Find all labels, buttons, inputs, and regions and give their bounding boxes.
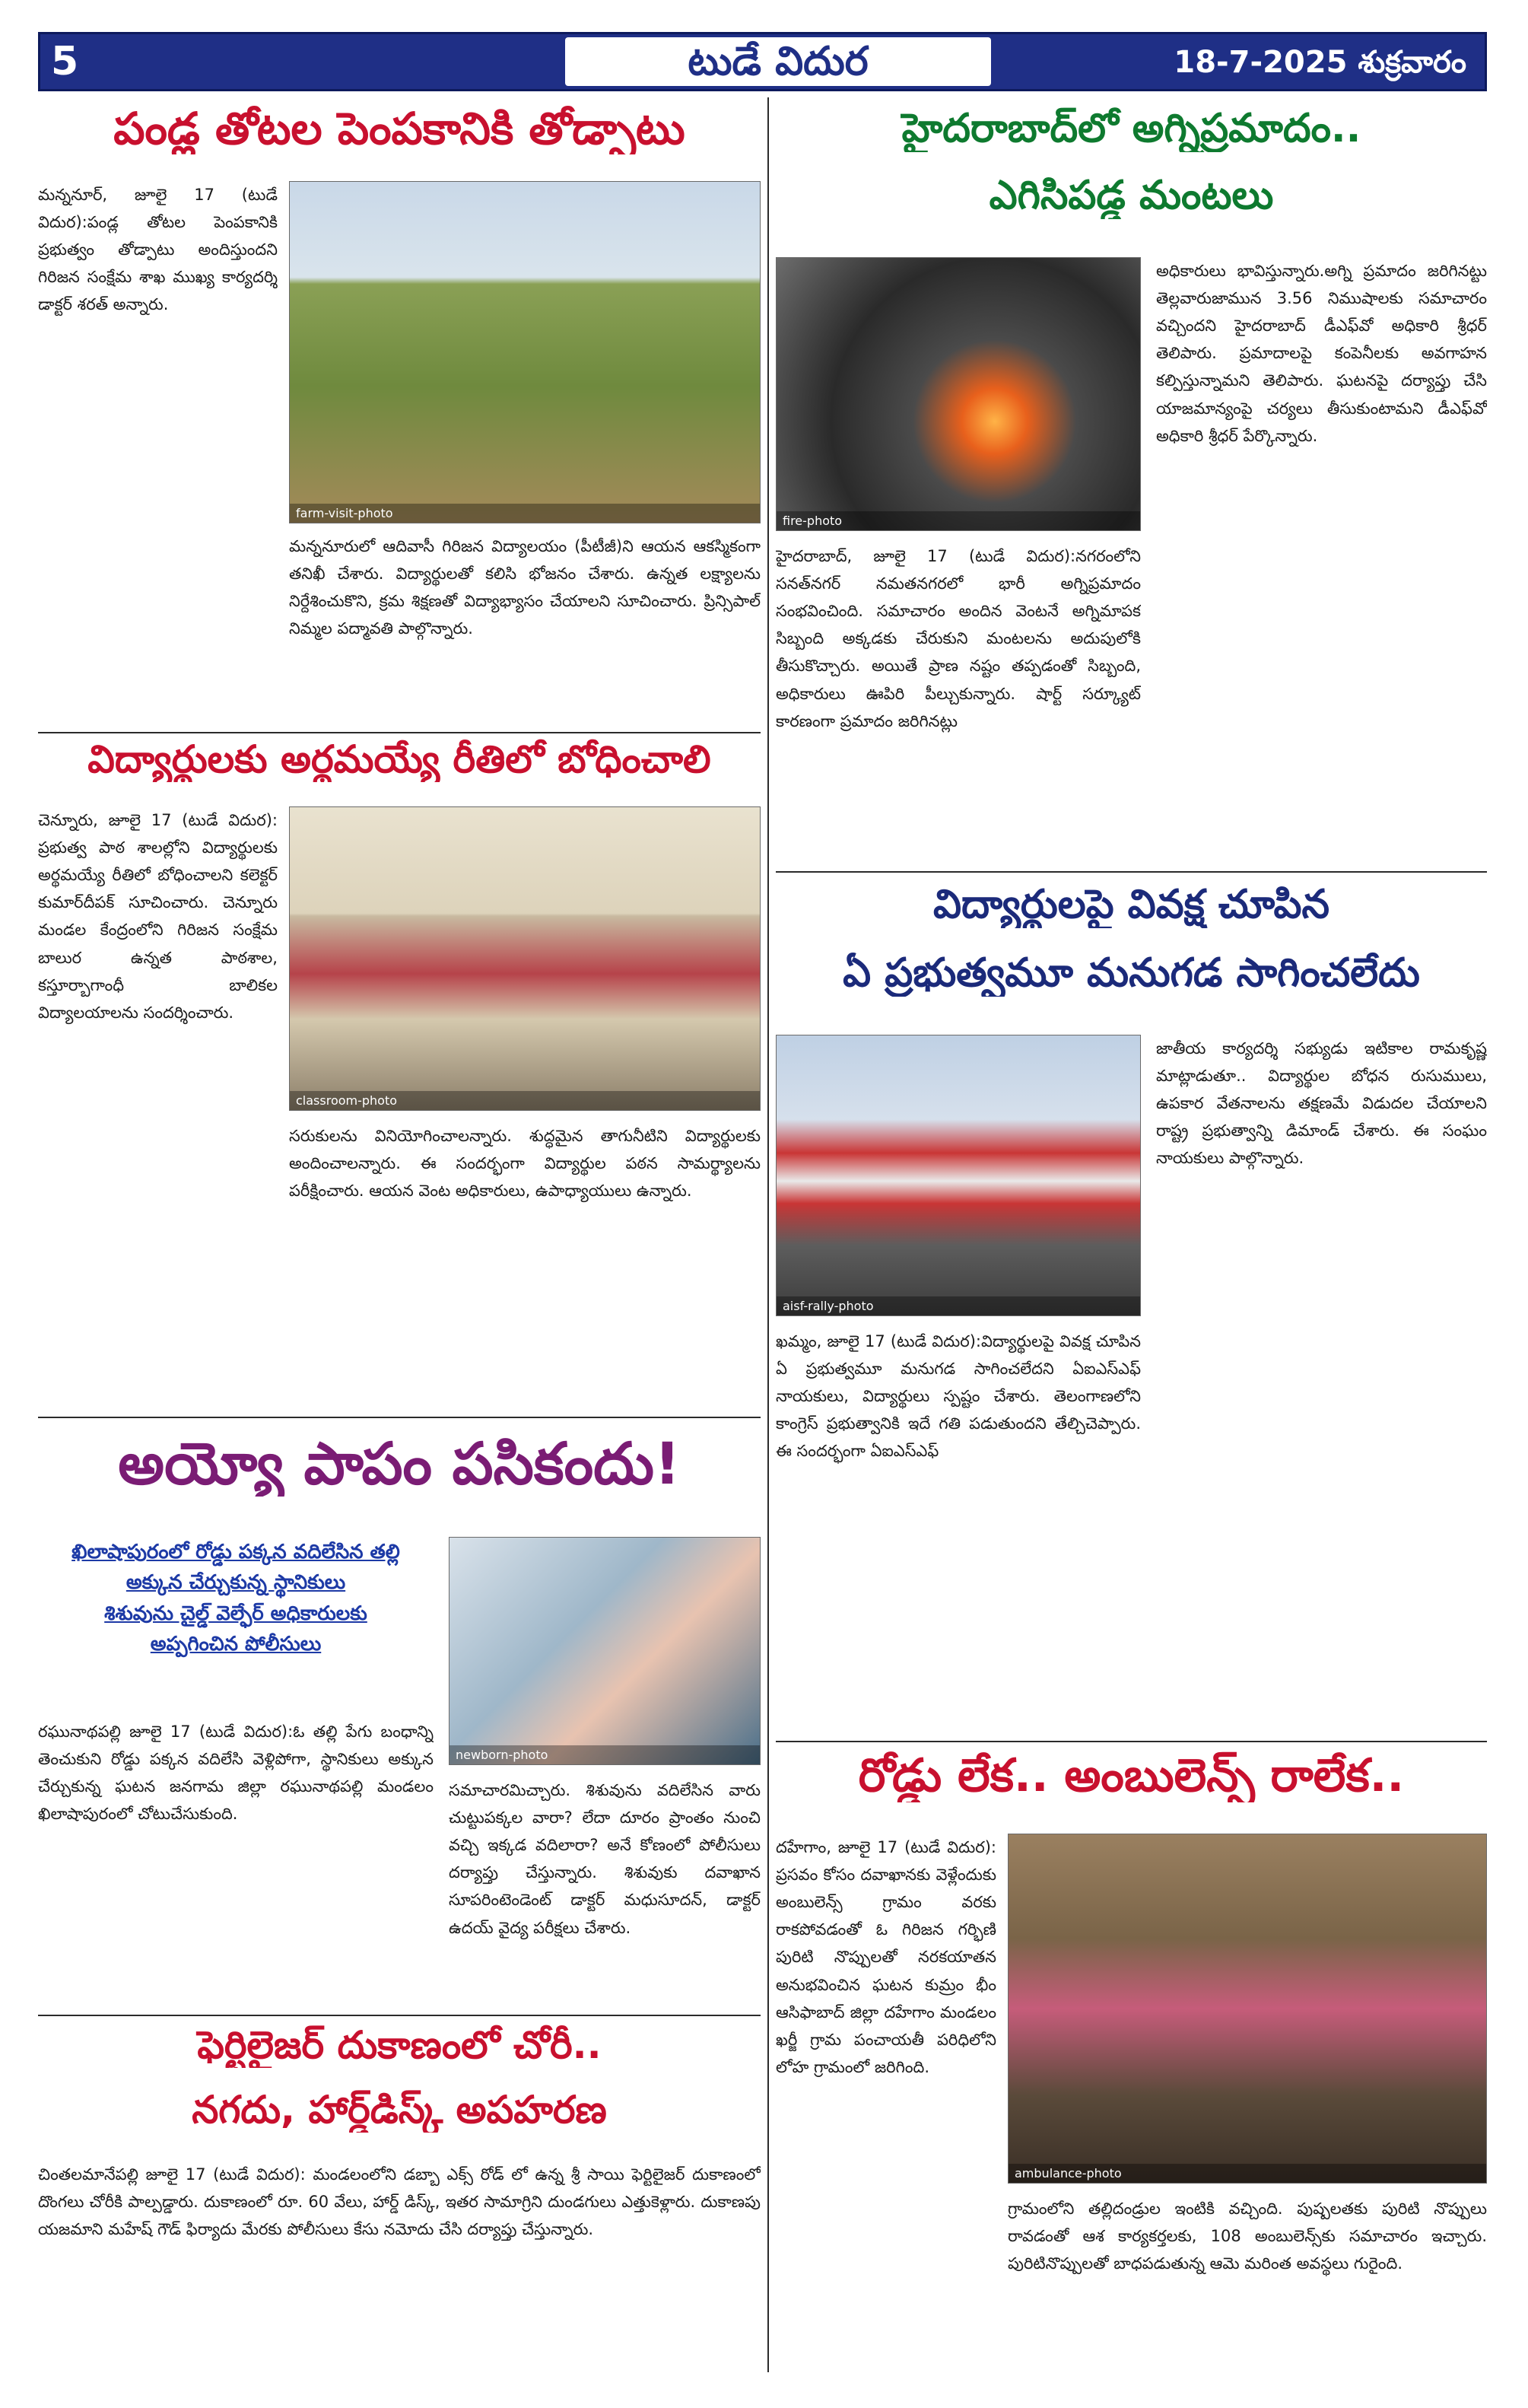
subheadline-poor-baby-3: శిశువును చైల్డ్ వెల్ఫేర్ అధికారులకు [104,1602,367,1625]
headline-hyderabad-fire-line1: హైదరాబాద్‌లో అగ్నిప్రమాదం.. [901,107,1361,151]
subheadline-poor-baby-2: అక్కున చేర్చుకున్న స్థానికులు [125,1571,346,1595]
subheadline-poor-baby [38,1537,434,1704]
article-no-road-ambulance [776,1750,1487,2370]
body-no-road-ambulance-left: దహేగాం, జూలై 17 (టుడే విదుర): ప్రసవం కోసం దవాఖానకు వెళ్లేందుకు అంబులెన్స్ గ్రామం వరకు రాకపోవడంతో ఓ గిరిజన గర్భిణి పురిటి నొప్పులతో నరకయాతన అనుభవించిన ఘటన కుమ్రం భీం ఆసిఫాబాద్ జిల్లా దహేగాం మండలం ఖర్జీ గ్రామ పంచాయతీ పరిధిలోని లోహ గ్రామంలో జరిగింది. [776,1838,996,2076]
section-divider-left-3 [38,2015,761,2016]
photo-farm-visit [289,181,761,523]
article-poor-baby [38,1430,761,2009]
article-hyderabad-fire [776,97,1487,858]
subheadline-poor-baby-1: ఖిలాషాపురంలో రోడ్డు పక్కన వదిలేసిన తల్లి [71,1541,400,1563]
photo-fire [776,257,1141,531]
photo-newborn [449,1537,761,1765]
photo-newborn-label: newborn-photo [450,1745,760,1764]
headline-poor-baby: అయ్యో పాపం పసికందు! [118,1430,681,1497]
issue-day: శుక్రవారం [1358,45,1466,80]
body-poor-baby-bottom: సమాచారమిచ్చారు. శిశువును వదిలేసిన వారు చుట్టుపక్కల వారా? లేదా దూరం ప్రాంతం నుంచి వచ్చి ఇక్కడ వదిలారా? అనే కోణంలో పోలీసులు దర్యాప్తు చేస్తున్నారు. శిశువుకు దవాఖాన సూపరింటెండెంట్ డాక్టర్ మధుసూదన్, డాక్టర్ ఉదయ్ వైద్య పరీక్షలు చేశారు. [449,1781,761,1937]
headline-no-road-ambulance: రోడ్డు లేక.. అంబులెన్స్ రాలేక.. [858,1750,1405,1802]
body-hyderabad-fire-right: అధికారులు భావిస్తున్నారు.అగ్ని ప్రమాదం జరిగినట్టు తెల్లవారుజామున 3.56 నిముషాలకు సమాచారం వచ్చిందని హైదరాబాద్ డీఎఫ్‌వో అధికారి శ్రీధర్ తెలిపారు. ప్రమాదాలపై కంపెనీలకు అవగాహన కల్పిస్తున్నామని తెలిపారు. ఘటనపై దర్యాప్తు చేసి యాజమాన్యంపై చర్యలు తీసుకుంటామని డీఎఫ్‌వో అధికారి శ్రీధర్ పేర్కొన్నారు. [1156,262,1487,445]
body-students-teaching-left: చెన్నూరు, జూలై 17 (టుడే విదుర): ప్రభుత్వ పాఠ శాలల్లోని విద్యార్థులకు అర్థమయ్యే రీతిలో బోధించాలని కలెక్టర్ కుమార్‌దీపక్ సూచించారు. చెన్నూరు మండల కేంద్రంలోని గిరిజన సంక్షేమ బాలుర ఉన్నత పాఠశాల, కస్తూర్బాగాంధీ బాలికల విద్యాలయాలను సందర్శించారు. [38,811,278,1022]
page-number: 5 [51,39,79,84]
headline-students-teaching: విద్యార్థులకు అర్థమయ్యే రీతిలో బోధించాలి [87,738,711,781]
section-divider-left-1 [38,732,761,733]
headline-fruit-gardens: పండ్ల తోటల పెంపకానికి తోడ్పాటు [113,103,685,154]
photo-classroom [289,806,761,1111]
photo-aisf-rally-label: aisf-rally-photo [777,1296,1140,1315]
body-fertilizer-theft: చింతలమానేపల్లి జూలై 17 (టుడే విదుర): మండలంలోని డబ్బా ఎక్స్ రోడ్ లో ఉన్న శ్రీ సాయి ఫెర్టిలైజర్ దుకాణంలో దొంగలు చోరీకి పాల్పడ్డారు. దుకాణంలో రూ. 60 వేలు, హార్డ్ డిస్క్, ఇతర సామాగ్రిని దుండగులు ఎత్తుకెళ్లారు. దుకాణపు యజమాని మహేష్ గౌడ్ ఫిర్యాదు మేరకు పోలీసులు కేసు నమోదు చేసి దర్యాప్తు చేస్తున్నారు. [38,2165,761,2239]
section-divider-right-2 [776,1741,1487,1742]
body-students-teaching-right: సరుకులను వినియోగించాలన్నారు. శుద్ధమైన తాగునీటిని విద్యార్థులకు అందించాలన్నారు. ఈ సందర్భంగా విద్యార్థుల పఠన సామర్థ్యాలను పరీక్షించారు. ఆయన వెంట అధికారులు, ఉపాధ్యాయులు ఉన్నారు. [289,1127,761,1201]
photo-classroom-label: classroom-photo [290,1091,760,1110]
masthead [38,32,1487,91]
photo-aisf-rally [776,1035,1141,1316]
body-discrimination-right: జాతీయ కార్యదర్శి సభ్యుడు ఇటికాల రామకృష్ణ మాట్లాడుతూ.. విద్యార్థుల బోధన రుసుములు, ఉపకార వేతనాలను తక్షణమే విడుదల చేయాలని రాష్ట్ర ప్రభుత్వాన్ని డిమాండ్ చేశారు. ఈ సంఘం నాయకులు పాల్గొన్నారు. [1156,1039,1487,1168]
body-fruit-gardens-main: మన్ననూరులో ఆదివాసీ గిరిజన విద్యాలయం (పీటీజీ)ని ఆయన ఆకస్మికంగా తనిఖీ చేశారు. విద్యార్థులతో కలిసి భోజనం చేశారు. ఉన్నత లక్ష్యాలను నిర్దేశించుకొని, క్రమ శిక్షణతో విద్యాభ్యాసం చేయాలని సూచించారు. ప్రిన్సిపాల్ నిమ్మల పద్మావతి పాల్గొన్నారు. [289,537,761,638]
headline-discrimination-line2: ఏ ప్రభుత్వమూ మనుగడ సాగించలేదు [843,951,1420,996]
column-divider [767,97,769,2372]
issue-date [1174,45,1466,87]
photo-farm-visit-label: farm-visit-photo [290,504,760,523]
body-poor-baby-top: రఘునాథపల్లి జూలై 17 (టుడే విదుర):ఓ తల్లి పేగు బంధాన్ని తెంచుకుని రోడ్డు పక్కన వదిలేసి వెళ్లిపోగా, స్థానికులు అక్కున చేర్చుకున్న ఘటన జనగామ జిల్లా రఘునాథపల్లి మండలం ఖిలాషాపురంలో చోటుచేసుకుంది. [38,1722,434,1824]
body-no-road-ambulance-right: గ్రామంలోని తల్లిదండ్రుల ఇంటికి వచ్చింది. పుష్పలతకు పురిటి నొప్పులు రావడంతో ఆశ కార్యకర్తలకు, 108 అంబులెన్స్‌కు సమాచారం ఇచ్చారు. పురిటినొప్పులతో బాధపడుతున్న ఆమె మరింత అవస్థలు గురైంది. [1008,2200,1487,2273]
headline-fertilizer-theft-line1: ఫెర్టిలైజర్ దుకాణంలో చోరీ.. [197,2024,602,2067]
article-fruit-gardens [38,97,761,729]
issue-date-value: 18-7-2025 [1174,45,1348,80]
article-fertilizer-theft [38,2024,761,2370]
section-divider-right-1 [776,871,1487,873]
headline-hyderabad-fire-line2: ఎగిసిపడ్డ మంటలు [989,173,1274,218]
body-fruit-gardens-intro: మన్ననూర్, జూలై 17 (టుడే విదుర):పండ్ల తోటల పెంపకానికి ప్రభుత్వం తోడ్పాటు అందిస్తుందని గిరిజన సంక్షేమ శాఖ ముఖ్య కార్యదర్శి డాక్టర్ శరత్ అన్నారు. [38,186,278,314]
photo-fire-label: fire-photo [777,511,1140,530]
section-divider-left-2 [38,1417,761,1418]
photo-ambulance [1008,1834,1487,2184]
body-hyderabad-fire-left: హైదరాబాద్, జూలై 17 (టుడే విదుర):నగరంలోని సనత్‌నగర్ నమతనగరలో భారీ అగ్నిప్రమాదం సంభవించింది. సమాచారం అందిన వెంటనే అగ్నిమాపక సిబ్బంది అక్కడకు చేరుకుని మంటలను అదుపులోకి తీసుకొచ్చారు. అయితే ప్రాణ నష్టం తప్పడంతో సిబ్బంది, అధికారులు ఊపిరి పీల్చుకున్నారు. షార్ట్ సర్క్యూట్ కారణంగా ప్రమాదం జరిగినట్లు [776,547,1141,730]
subheadline-poor-baby-4: అప్పగించిన పోలీసులు [150,1632,322,1656]
headline-discrimination-line1: విద్యార్థులపై వివక్ష చూపిన [933,883,1329,927]
headline-fertilizer-theft-line2: నగదు, హార్డ్‌డిస్క్ అపహరణ [192,2088,607,2132]
article-discrimination [776,883,1487,1735]
paper-name: టుడే విదుర [565,37,991,86]
body-discrimination-left: ఖమ్మం, జూలై 17 (టుడే విదుర):విద్యార్థులపై వివక్ష చూపిన ఏ ప్రభుత్వమూ మనుగడ సాగించలేదని ఏఐఎస్‌ఎఫ్ నాయకులు, విద్యార్థులు స్పష్టం చేశారు. తెలంగాణలోని కాంగ్రెస్ ప్రభుత్వానికి ఇదే గతి పడుతుందని తేల్చిచెప్పారు. ఈ సందర్భంగా ఏఐఎస్‌ఎఫ్ [776,1332,1141,1461]
article-students-teaching [38,738,761,1408]
photo-ambulance-label: ambulance-photo [1009,2164,1486,2183]
